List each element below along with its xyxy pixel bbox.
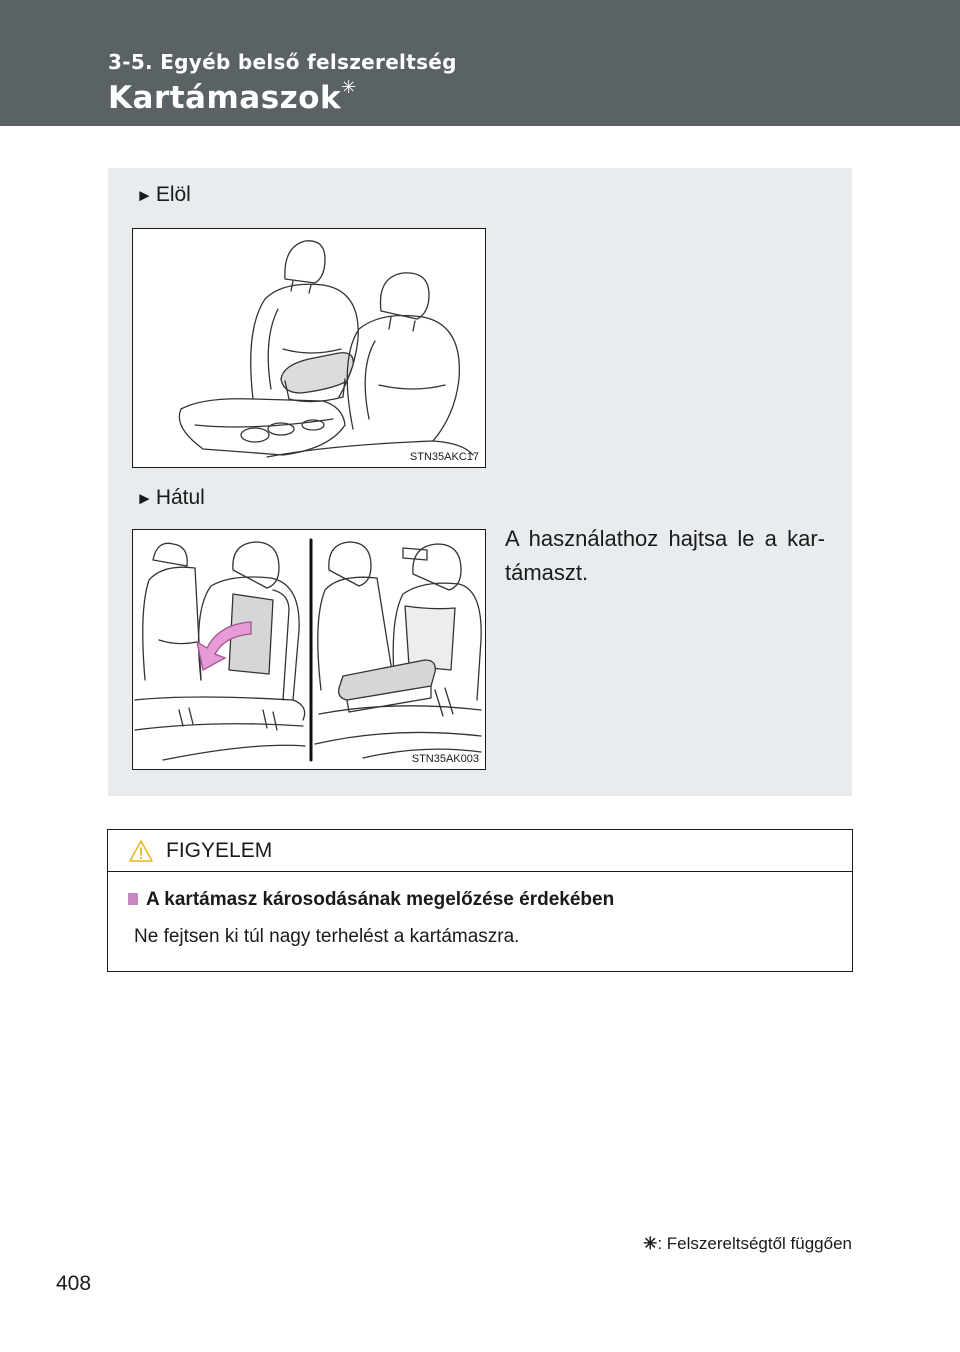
page-number: 408 <box>56 1272 92 1295</box>
optional-equipment-mark: ✳ <box>341 76 357 98</box>
footnote <box>643 1234 852 1254</box>
warning-box <box>107 829 853 972</box>
rear-instruction: A használathoz hajtsa le a kar-támaszt. <box>505 526 825 585</box>
warning-header <box>108 830 852 872</box>
page-header <box>0 0 960 126</box>
rear-subheading <box>136 486 205 510</box>
page-title <box>108 76 357 116</box>
page-title-text: Kartámaszok <box>108 80 342 116</box>
warning-triangle-icon <box>128 839 154 868</box>
front-subheading <box>136 183 191 207</box>
figure-code: STN35AKC17 <box>409 451 479 463</box>
warning-body: Ne fejtsen ki túl nagy terhelést a kartámaszra. <box>134 926 520 947</box>
front-label: Elöl <box>155 183 191 206</box>
rear-armrest-illustration <box>132 529 486 770</box>
rear-label: Hátul <box>155 486 205 509</box>
bullet-square-icon <box>128 893 138 905</box>
rear-seats-drawing <box>133 530 485 769</box>
triangle-marker-icon: ► <box>136 186 153 205</box>
warning-title: FIGYELEM <box>166 839 273 862</box>
section-label: 3-5. Egyéb belső felszereltség <box>108 50 457 74</box>
triangle-marker-icon: ► <box>136 489 153 508</box>
asterisk-icon: ✳ <box>643 1234 658 1253</box>
footnote-text: : Felszereltségtől függően <box>657 1234 852 1253</box>
front-armrest-illustration <box>132 228 486 468</box>
front-seats-drawing <box>133 229 485 467</box>
warning-subheading: A kartámasz károsodásának megelőzése érdekében <box>146 889 615 910</box>
figure-code: STN35AK003 <box>411 753 479 765</box>
